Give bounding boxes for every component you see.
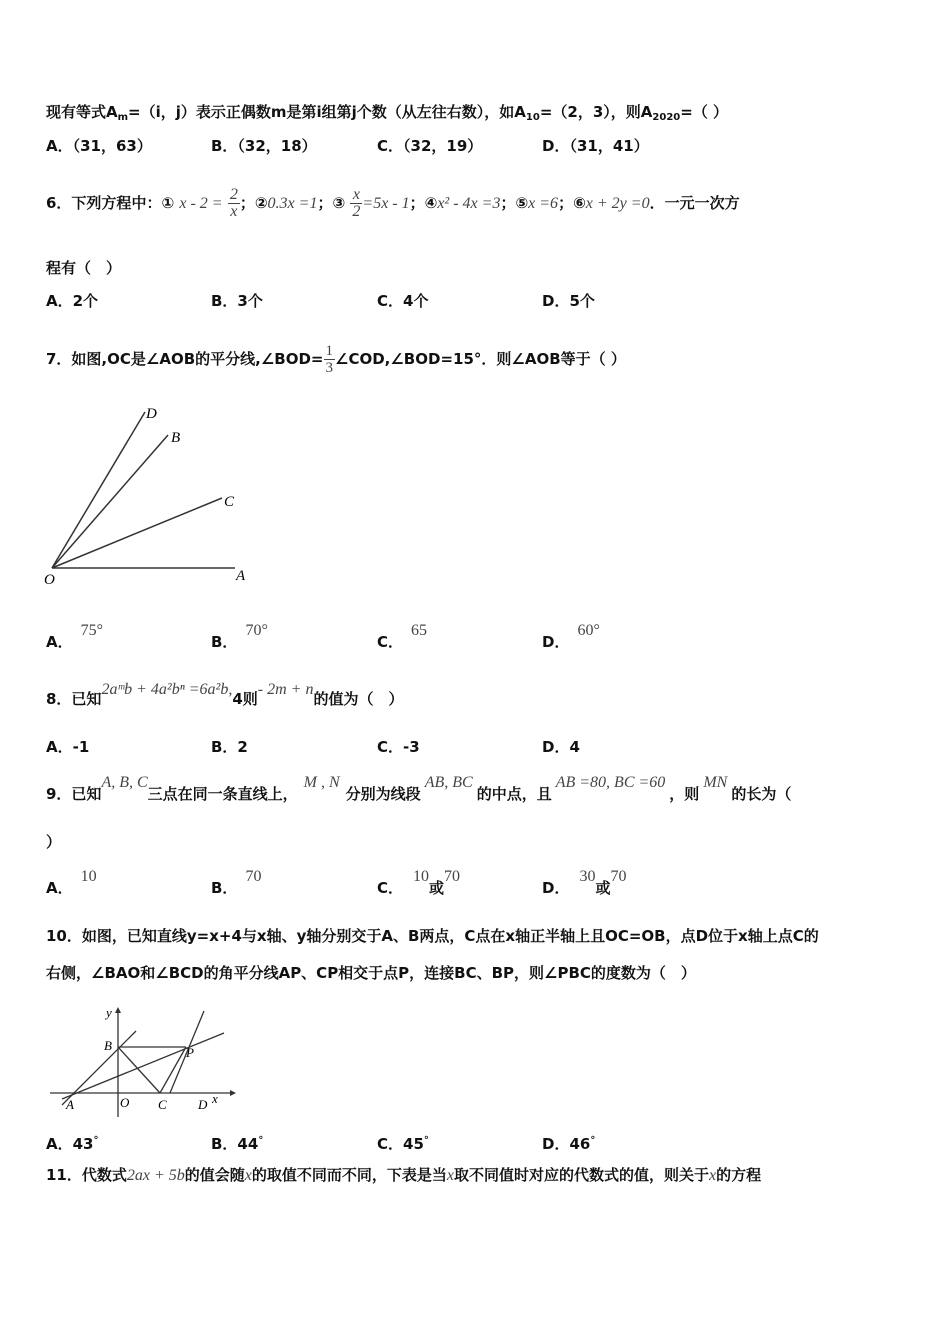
q5-option-a: A．（31，63） [46, 137, 152, 155]
q8-stem: 8．已知2aᵐb + 4a²bⁿ =6a²b,4则- 2m + n的值为（ ） [46, 681, 404, 708]
q6-stem: 6．下列方程中：① x - 2 = $\frac{2}{x}$ ；②0.3x =1；③ $\frac{x}{2}$ =5x - 1；④x² - 4x =3；⑤x =6；⑥x + 2y =0．一元一次方 [46, 186, 740, 220]
q10-option-c: C．45° [377, 1135, 429, 1153]
q9-stem-line2: ） [46, 833, 62, 851]
label-a: A [236, 568, 246, 584]
label-b: B [104, 1038, 112, 1053]
q7-option-a: A．75° [46, 622, 104, 651]
q9-option-b: B．70 [211, 868, 262, 897]
label-x: x [212, 1091, 218, 1106]
q5-option-d: D．（31，41） [542, 137, 649, 155]
q5-option-b: B．（32，18） [211, 137, 317, 155]
q10-option-d: D．46° [542, 1135, 596, 1153]
x-axis-arrow [230, 1090, 236, 1096]
q9-stem: 9．已知A, B, C三点在同一条直线上，M , N分别为线段AB, BC的中点，且AB =80, BC =60，则MN的长为（ [46, 774, 792, 803]
label-a: A [66, 1097, 74, 1112]
q5-stem: 现有等式$A_m=(i$，j）表示正偶数m是第i组第j个数（从左往右数），如$A_{10}=(2$，3），则$A_{2020}=$（ ） [46, 103, 729, 123]
label-c: C [158, 1097, 167, 1112]
q6-option-a: A．2个 [46, 292, 99, 310]
label-b: B [171, 430, 181, 446]
y-axis-arrow [115, 1007, 121, 1013]
label-d: D [198, 1097, 208, 1112]
q8-option-a: A．-1 [46, 738, 90, 756]
q5-option-c: C．（32，19） [377, 137, 483, 155]
q10-stem-line1: 10．如图，已知直线y=x+4与x轴、y轴分别交于A、B两点，C点在x轴正半轴上且OC=OB，点D位于x轴上点C的 [46, 927, 819, 945]
q10-stem-line2: 右侧，∠BAO和∠BCD的角平分线AP、CP相交于点P，连接BC、BP，则∠PBC的度数为（ ） [46, 964, 696, 982]
q7-option-d: D．60° [542, 622, 600, 651]
label-d: D [146, 406, 157, 422]
q8-option-d: D．4 [542, 738, 580, 756]
ray-od [52, 412, 145, 568]
q6-option-b: B．3个 [211, 292, 263, 310]
q9-option-d: D．30或70 [542, 868, 627, 897]
bisector-ap [62, 1033, 224, 1099]
q7-angle-figure [40, 400, 260, 590]
q10-option-a: A．43° [46, 1135, 99, 1153]
ray-ob [52, 435, 168, 568]
q9-option-a: A．10 [46, 868, 97, 897]
label-p: P [186, 1045, 194, 1060]
label-o: O [44, 572, 55, 588]
q6-option-c: C．4个 [377, 292, 429, 310]
q7-option-b: B．70° [211, 622, 268, 651]
q8-option-c: C．-3 [377, 738, 420, 756]
label-o: O [120, 1095, 130, 1110]
q7-option-c: C．65 [377, 622, 428, 651]
q11-stem: 11．代数式2ax + 5b的值会随x的取值不同而不同，下表是当x取不同值时对应的代数式的值，则关于x的方程 [46, 1166, 762, 1184]
q6-stem-line2: 程有（ ） [46, 259, 122, 277]
q10-coordinate-figure [48, 1005, 238, 1120]
segment-bc [118, 1047, 160, 1093]
ray-oc [52, 498, 222, 568]
label-c: C [224, 494, 235, 510]
q9-option-c: C．10或70 [377, 868, 461, 897]
q10-option-b: B．44° [211, 1135, 264, 1153]
q6-option-d: D．5个 [542, 292, 595, 310]
q8-option-b: B．2 [211, 738, 248, 756]
q7-stem: 7．如图,OC是∠AOB的平分线,∠BOD= $\frac{1}{3}$ ∠COD,∠BOD=15°．则∠AOB等于（ ） [46, 343, 626, 376]
label-y: y [106, 1005, 112, 1020]
